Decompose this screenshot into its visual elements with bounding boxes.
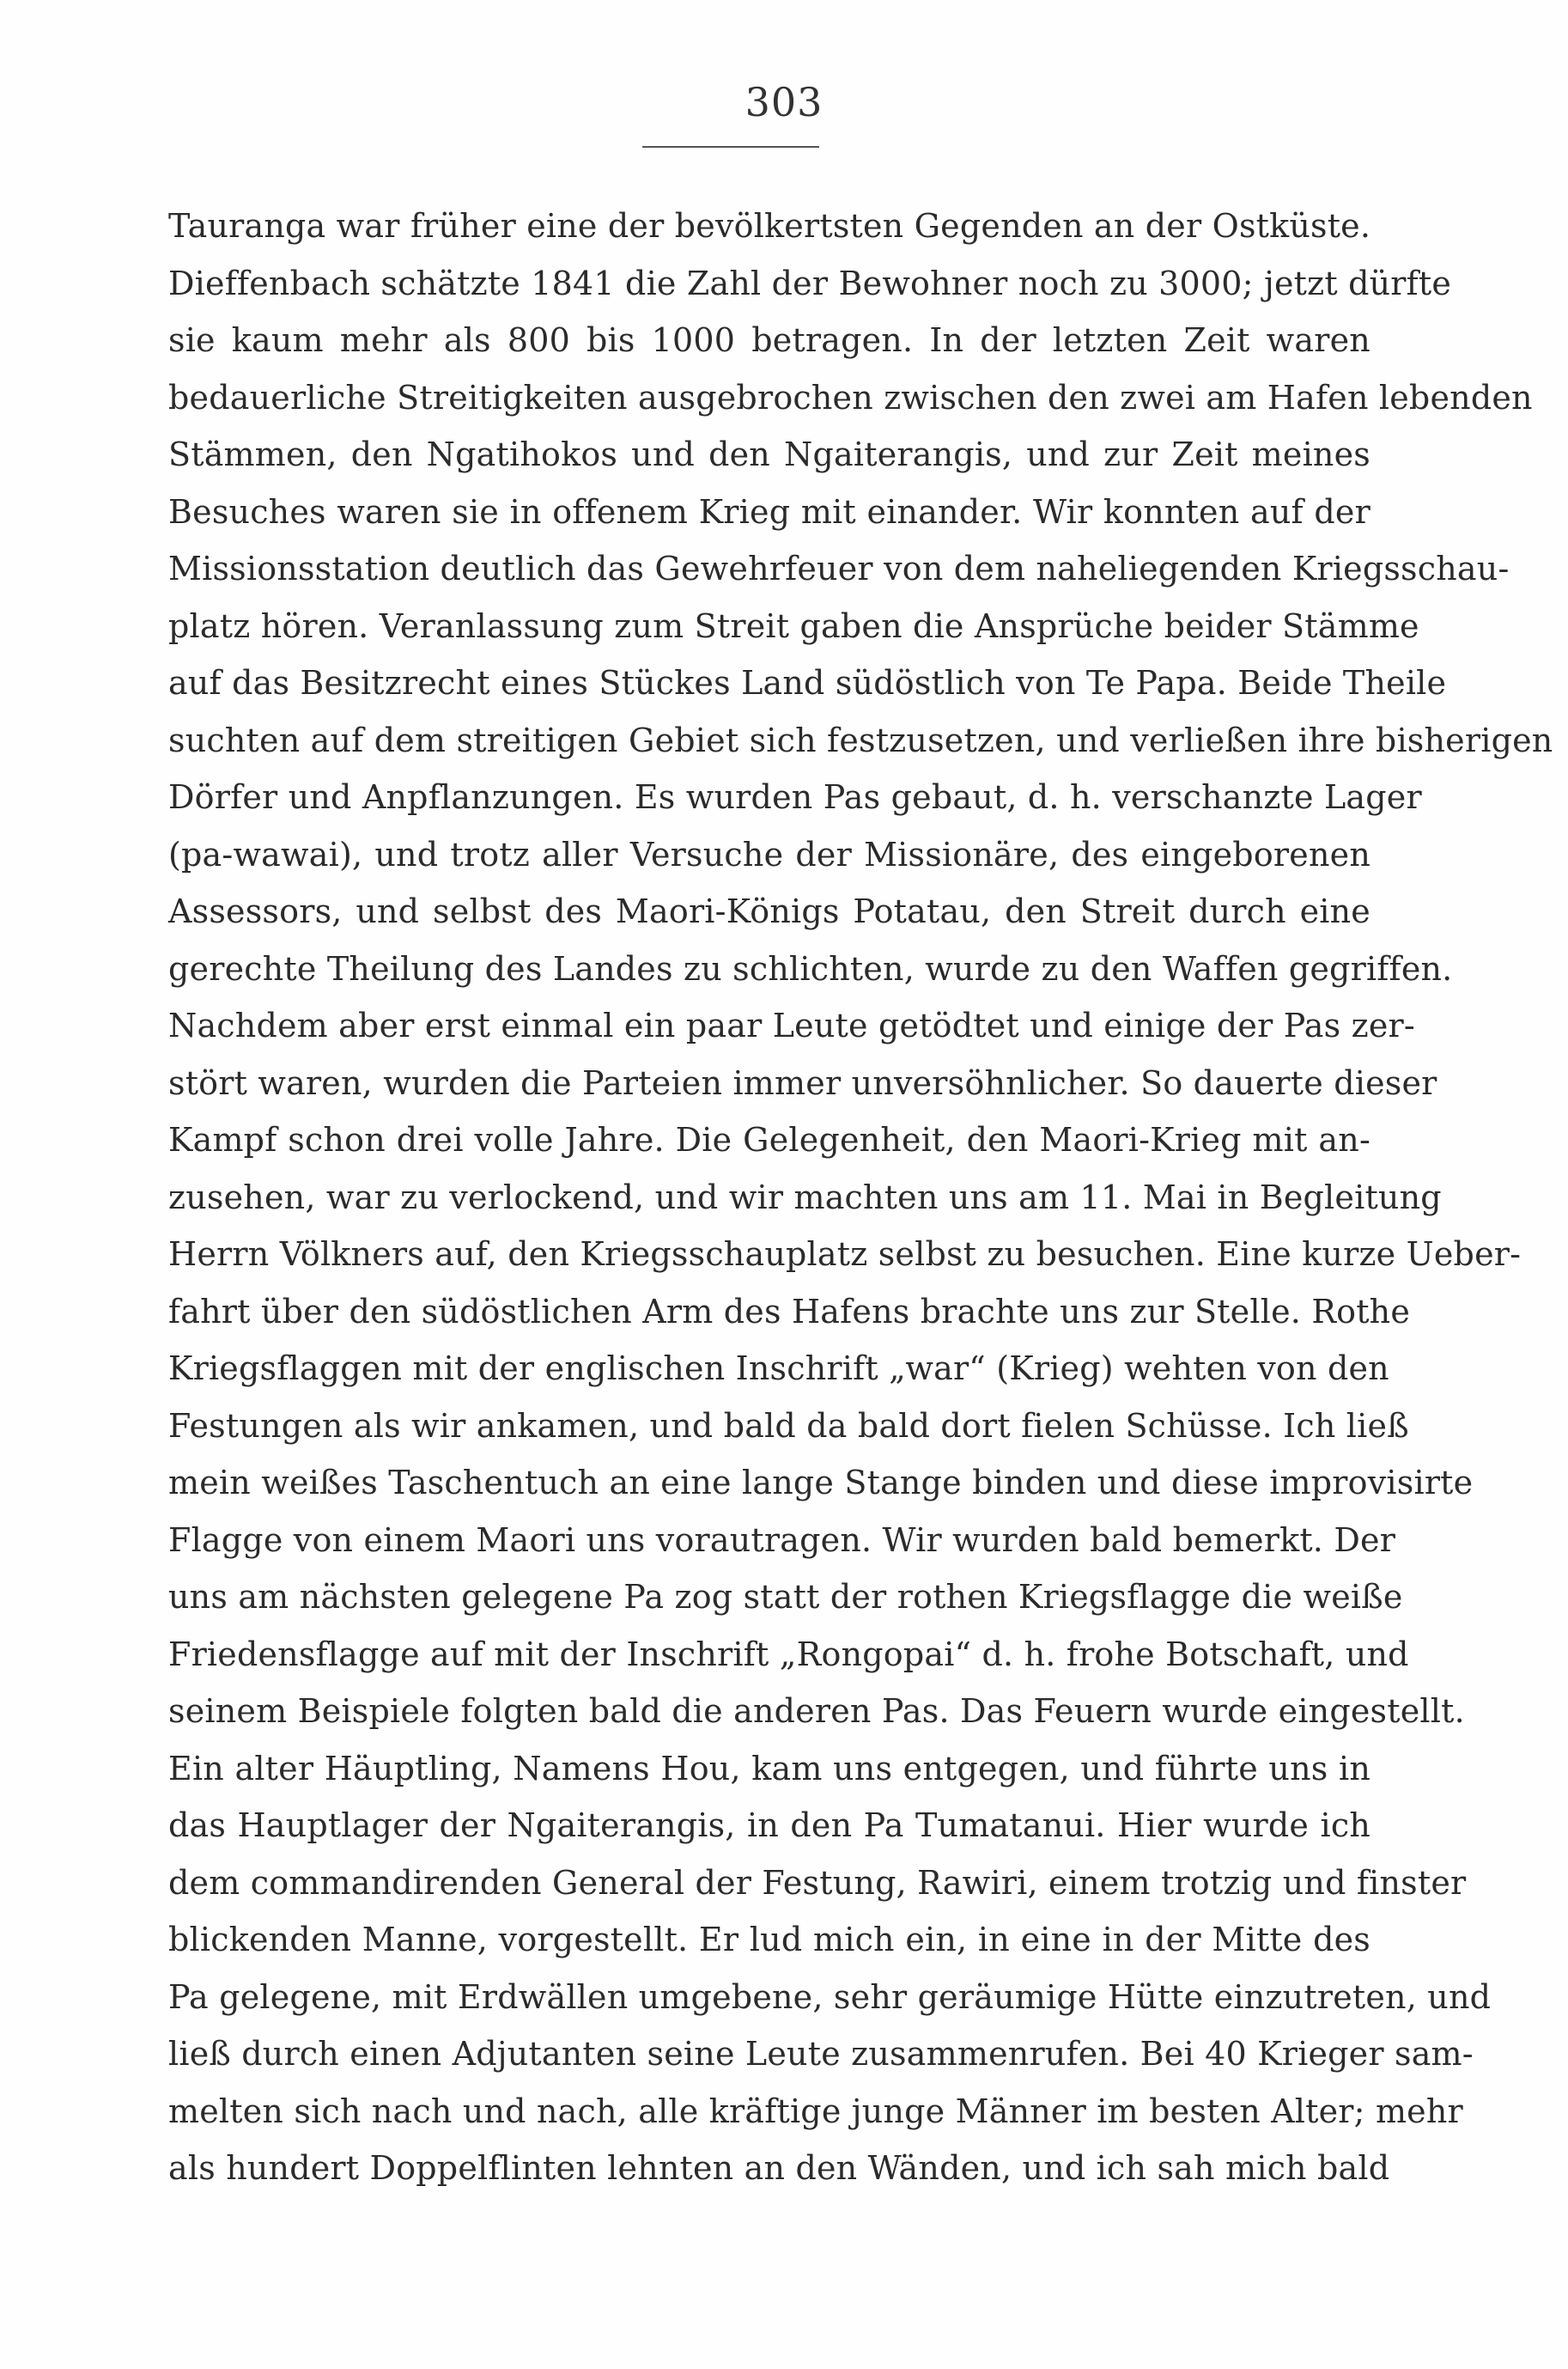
header-rule xyxy=(642,146,819,148)
text-line: Herrn Völkners auf, den Kriegsschauplatz selbst zu besuchen. Eine kurze Ueber- xyxy=(168,1235,1522,1273)
text-line: platz hören. Veranlassung zum Streit gaben die Ansprüche beider Stämme xyxy=(168,606,1419,645)
text-line: Pa gelegene, mit Erdwällen umgebene, sehr geräumige Hütte einzutreten, und xyxy=(168,1977,1492,2016)
text-line: gerechte Theilung des Landes zu schlichten, wurde zu den Waffen gegriffen. xyxy=(168,949,1453,988)
text-line: seinem Beispiele folgten bald die anderen Pas. Das Feuern wurde eingestellt. xyxy=(168,1692,1465,1730)
text-line: Besuches waren sie in offenem Krieg mit einander. Wir konnten auf der xyxy=(168,492,1370,531)
text-line: Nachdem aber erst einmal ein paar Leute getödtet und einige der Pas zer- xyxy=(168,1007,1415,1044)
text-line: (pa-wawai), und trotz aller Versuche der Missionäre, des eingeborenen xyxy=(168,835,1370,874)
body-text xyxy=(168,198,1553,2197)
text-line: Stämmen, den Ngatihokos und den Ngaiterangis, und zur Zeit meines xyxy=(168,435,1370,473)
text-line: Friedensflagge auf mit der Inschrift „Rongopai“ d. h. frohe Botschaft, und xyxy=(168,1635,1409,1673)
text-line: auf das Besitzrecht eines Stückes Land südöstlich von Te Papa. Beide Theile xyxy=(168,664,1447,702)
text-line: Festungen als wir ankamen, und bald da bald dort fielen Schüsse. Ich ließ xyxy=(168,1406,1409,1445)
text-line: Assessors, und selbst des Maori-Königs Potatau, den Streit durch eine xyxy=(168,892,1370,930)
text-line: Kampf schon drei volle Jahre. Die Gelegenheit, den Maori-Krieg mit an- xyxy=(168,1121,1370,1159)
text-line: blickenden Manne, vorgestellt. Er lud mich ein, in eine in der Mitte des xyxy=(168,1921,1370,1958)
text-line: stört waren, wurden die Parteien immer unversöhnlicher. So dauerte dieser xyxy=(168,1063,1437,1102)
text-line: Tauranga war früher eine der bevölkertsten Gegenden an der Ostküste. xyxy=(168,207,1371,245)
text-line: melten sich nach und nach, alle kräftige junge Männer im besten Alter; mehr xyxy=(168,2092,1463,2130)
text-line: Dieffenbach schätzte 1841 die Zahl der Bewohner noch zu 3000; jetzt dürfte xyxy=(168,264,1452,302)
text-line: als hundert Doppelflinten lehnten an den Wänden, und ich sah mich bald xyxy=(168,2149,1390,2187)
text-line: Missionsstation deutlich das Gewehrfeuer von dem naheliegenden Kriegsschau- xyxy=(168,550,1510,588)
text-line: Flagge von einem Maori uns vorautragen. Wir wurden bald bemerkt. Der xyxy=(168,1520,1396,1559)
text-line: dem commandirenden General der Festung, Rawiri, einem trotzig und finster xyxy=(168,1863,1467,1902)
text-line: suchten auf dem streitigen Gebiet sich festzusetzen, und verließen ihre bisherigen xyxy=(168,721,1553,759)
text-line: zusehen, war zu verlockend, und wir machten uns am 11. Mai in Begleitung xyxy=(168,1178,1442,1216)
text-line: ließ durch einen Adjutanten seine Leute zusammenrufen. Bei 40 Krieger sam- xyxy=(168,2035,1474,2073)
text-line: fahrt über den südöstlichen Arm des Hafens brachte uns zur Stelle. Rothe xyxy=(168,1292,1411,1331)
text-line: bedauerliche Streitigkeiten ausgebrochen zwischen den zwei am Hafen lebenden xyxy=(168,378,1533,417)
text-line: sie kaum mehr als 800 bis 1000 betragen. In der letzten Zeit waren xyxy=(168,321,1370,359)
text-line: Kriegsflaggen mit der englischen Inschrift „war“ (Krieg) wehten von den xyxy=(168,1349,1389,1387)
text-line: das Hauptlager der Ngaiterangis, in den Pa Tumatanui. Hier wurde ich xyxy=(168,1806,1370,1844)
text-line: uns am nächsten gelegene Pa zog statt der rothen Kriegsflagge die weiße xyxy=(168,1578,1403,1616)
text-line: Ein alter Häuptling, Namens Hou, kam uns entgegen, und führte uns in xyxy=(168,1749,1370,1787)
page-number: 303 xyxy=(744,79,824,125)
text-line: mein weißes Taschentuch an eine lange Stange binden und diese improvisirte xyxy=(168,1464,1474,1501)
text-line: Dörfer und Anpflanzungen. Es wurden Pas gebaut, d. h. verschanzte Lager xyxy=(168,778,1422,816)
